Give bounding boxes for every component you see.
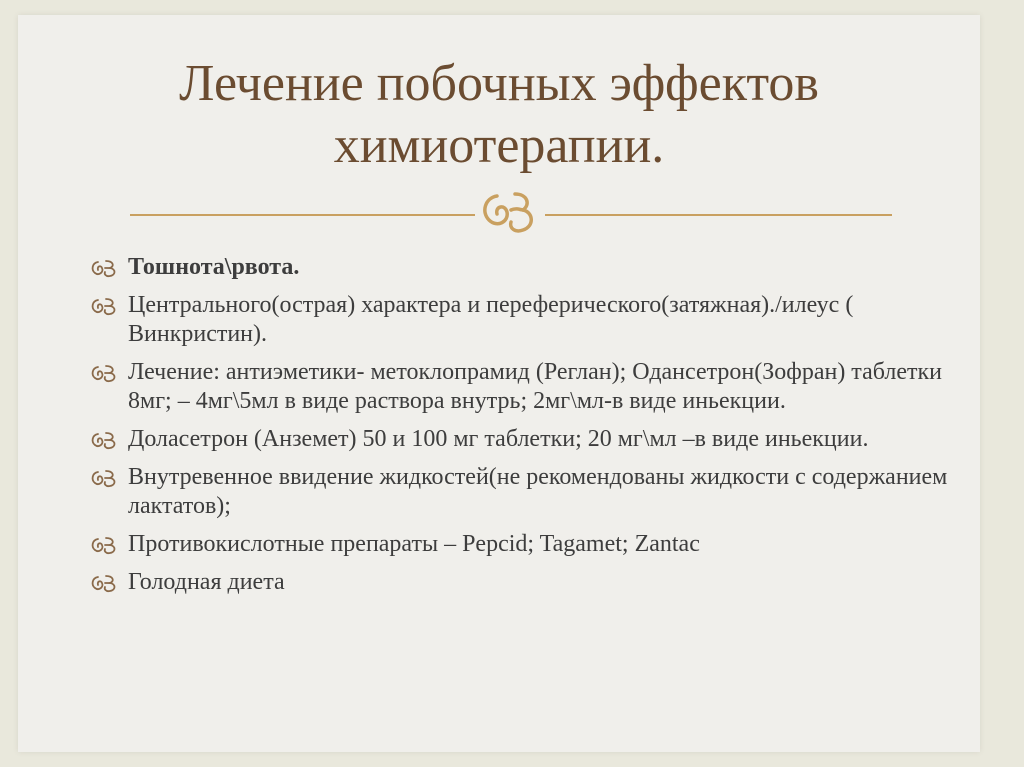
divider-line-left <box>130 214 475 216</box>
bullet-item <box>88 425 948 454</box>
bullet-text: Противокислотные препараты – Pepcid; Tagamet; Zantac <box>128 531 700 557</box>
title-divider <box>130 214 892 216</box>
bullet-list <box>88 253 948 606</box>
slide-title: Лечение побочных эффектов химиотерапии. <box>179 55 819 174</box>
scroll-bullet-icon <box>88 468 122 488</box>
scroll-bullet-icon <box>88 363 122 383</box>
bullet-text: Лечение: антиэметики- метоклопрамид (Реглан); Одансетрон(Зофран) таблетки 8мг; – 4мг\5мл в виде раствора внутрь; 2мг\мл-в виде иньекции. <box>128 359 942 414</box>
bullet-item <box>88 358 948 416</box>
scroll-bullet-icon <box>88 430 122 450</box>
bullet-item <box>88 530 948 559</box>
ornate-scroll-icon <box>475 188 545 238</box>
bullet-item <box>88 291 948 349</box>
scroll-bullet-icon <box>88 258 122 278</box>
scroll-bullet-icon <box>88 296 122 316</box>
divider-line-right <box>545 214 892 216</box>
bullet-item <box>88 568 948 597</box>
bullet-text: Центрального(острая) характера и переферического(затяжная)./илеус ( Винкристин). <box>128 292 854 347</box>
scroll-bullet-icon <box>88 535 122 555</box>
bullet-item <box>88 253 948 282</box>
bullet-text: Тошнота\рвота. <box>128 254 300 280</box>
slide <box>18 15 980 752</box>
bullet-text: Голодная диета <box>128 569 285 595</box>
bullet-item <box>88 463 948 521</box>
scroll-bullet-icon <box>88 573 122 593</box>
bullet-text: Внутревенное ввидение жидкостей(не рекомендованы жидкости с содержанием лактатов); <box>128 464 948 519</box>
bullet-text: Доласетрон (Анземет) 50 и 100 мг таблетки; 20 мг\мл –в виде иньекции. <box>128 426 869 452</box>
